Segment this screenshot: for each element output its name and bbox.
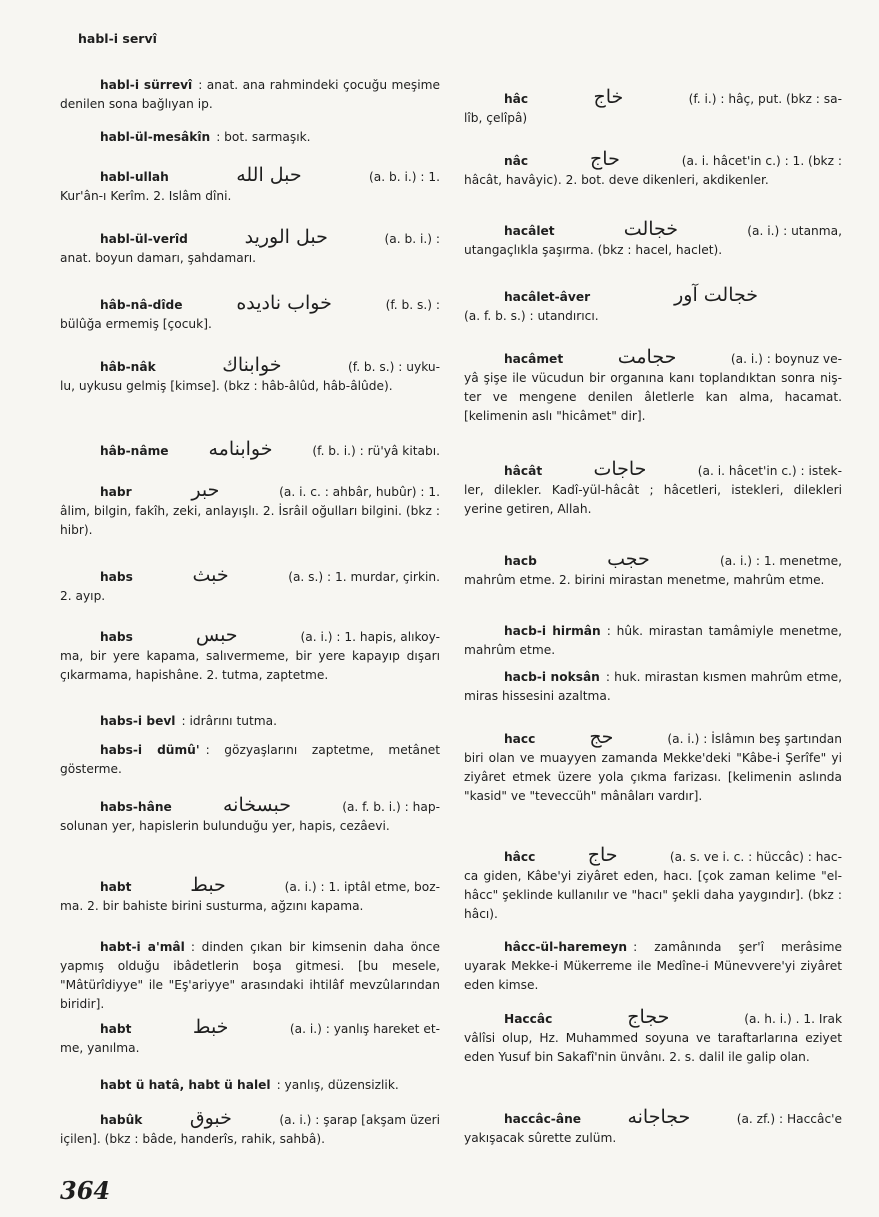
- entry-headword: hacb-i hirmân: [504, 624, 601, 638]
- entry-definition: : dinden çıkan bir kimsenin daha önce yapmış olduğu ibâdetlerin boşa gitmesi. [bu mesele, "Mâtürîdiyye" ile "Eş'ariyye" arasındaki ihtilâf mevzûlarından biridir].: [60, 940, 440, 1011]
- entry-arabic-script: خجالت: [623, 218, 679, 240]
- dictionary-entry: [60, 1076, 440, 1095]
- entry-headword: hacb: [504, 554, 537, 568]
- entry-definition: âlim, bilgin, fakîh, zeki, anlayışlı. 2. İsrâil oğulları bilgini. (bkz : hibr).: [60, 504, 440, 537]
- entry-arabic-script: حبسخانه: [223, 794, 291, 816]
- running-head: habl-i servî: [78, 31, 157, 46]
- entry-definition: yâ şişe ile vücudun bir organına kanı toplandıktan sonra nişter ve mengene denilen âletlerle kan alma, hacamat. [kelimenin aslı "hicâmet" dir].: [464, 371, 842, 423]
- entry-headword: habûk: [100, 1113, 143, 1127]
- entry-arabic-script: حبس: [195, 624, 238, 646]
- dictionary-entry: [60, 76, 440, 114]
- entry-definition: : gözyaşlarını zaptetme, metânet gösterme.: [60, 743, 440, 776]
- entry-definition: lîb, çelîpâ): [464, 111, 528, 125]
- dictionary-entry: [464, 88, 842, 128]
- dictionary-entry: [464, 728, 842, 806]
- dictionary-entry: [60, 294, 440, 334]
- entry-headword: hacc: [504, 732, 536, 746]
- entry-grammar: (f. b. i.) : rü'yâ kitabı.: [312, 444, 440, 458]
- entry-arabic-script: حجامت: [617, 346, 677, 368]
- entry-grammar: (a. s. ve i. c. : hüccâc) : hac-: [669, 850, 842, 864]
- dictionary-entry: [464, 460, 842, 519]
- entry-definition: Kur'ân-ı Kerîm. 2. Islâm dîni.: [60, 189, 232, 203]
- entry-headword: habr: [100, 485, 132, 499]
- entry-headword: habl-ullah: [100, 170, 169, 184]
- entry-grammar: (a. f. b. i.) : hap-: [342, 800, 440, 814]
- entry-arabic-script: حجاج: [627, 1006, 670, 1028]
- entry-arabic-script: خبث: [192, 564, 229, 586]
- dictionary-entry: [60, 1018, 440, 1058]
- dictionary-entry: [464, 938, 842, 995]
- entry-headword: habs-i dümû': [100, 743, 200, 757]
- dictionary-entry: [60, 356, 440, 396]
- entry-definition: yakışacak sûrette zulüm.: [464, 1131, 617, 1145]
- dictionary-entry: [464, 220, 842, 260]
- entry-definition: 2. ayıp.: [60, 589, 106, 603]
- entry-arabic-script: حاج: [590, 148, 620, 170]
- entry-definition: (a. f. b. s.) : utandırıcı.: [464, 309, 599, 323]
- entry-headword: hacâmet: [504, 352, 564, 366]
- page-number: 364: [60, 1176, 111, 1205]
- entry-grammar: (f. b. s.) :: [385, 298, 440, 312]
- entry-grammar: (a. b. i.) :: [384, 232, 440, 246]
- entry-arabic-script: خاج: [593, 86, 624, 108]
- entry-headword: habt: [100, 880, 132, 894]
- entry-headword: hacâlet-âver: [504, 290, 591, 304]
- entry-headword: hâcc-ül-haremeyn: [504, 940, 628, 954]
- entry-arabic-script: حج: [589, 726, 614, 748]
- entry-definition: : hûk. mirastan tamâmiyle menetme, mahrûm etme.: [464, 624, 842, 657]
- dictionary-entry: [464, 348, 842, 426]
- entry-headword: habt: [100, 1022, 132, 1036]
- entry-headword: habt-i a'mâl: [100, 940, 185, 954]
- entry-headword: hâcc: [504, 850, 536, 864]
- entry-definition: ma. 2. bir bahiste birini susturma, ağzını kapama.: [60, 899, 364, 913]
- entry-arabic-script: خبط: [192, 1016, 229, 1038]
- entry-headword: hâb-nâ-dîde: [100, 298, 183, 312]
- entry-grammar: (a. i.) : yanlış hareket et-: [289, 1022, 440, 1036]
- dictionary-entry: [464, 1108, 842, 1148]
- entry-headword: hacâlet: [504, 224, 555, 238]
- entry-definition: ma, bir yere kapama, salıvermeme, bir yere kapayıp dışarı çıkarmama, hapishâne. 2. tutma, zaptetme.: [60, 649, 440, 682]
- entry-headword: habl-i sürrevî: [100, 78, 193, 92]
- dictionary-entry: [464, 1008, 842, 1067]
- dictionary-entry: [464, 286, 842, 326]
- dictionary-entry: [60, 938, 440, 1014]
- entry-headword: hâb-nâk: [100, 360, 156, 374]
- entry-definition: ler, dilekler. Kadî-yül-hâcât ; hâcetleri, istekleri, dilekleri yerine getiren, Allah.: [464, 483, 842, 516]
- entry-grammar: (a. i.) : şarap [akşam üzeri: [279, 1113, 440, 1127]
- entry-headword: habl-ül-mesâkîn: [100, 130, 211, 144]
- entry-arabic-script: حبر: [191, 479, 220, 501]
- entry-headword: habs-hâne: [100, 800, 172, 814]
- dictionary-entry: [60, 228, 440, 268]
- entry-grammar: (a. i.) : boynuz ve-: [730, 352, 842, 366]
- entry-arabic-script: حبل الوريد: [244, 226, 328, 248]
- entry-headword: habs-i bevl: [100, 714, 176, 728]
- entry-definition: ca giden, Kâbe'yi ziyâret eden, hacı. [çok zaman kelime "el-hâcc" şeklinde kullanılır ve "hacı" şekli daha yaygındır]. (bkz : hâcı).: [464, 869, 842, 921]
- dictionary-entry: [60, 481, 440, 540]
- dictionary-entry: [464, 550, 842, 590]
- entry-headword: haccâc-âne: [504, 1112, 582, 1126]
- entry-definition: anat. boyun damarı, şahdamarı.: [60, 251, 256, 265]
- entry-headword: habt ü hatâ, habt ü halel: [100, 1078, 271, 1092]
- dictionary-entry: [60, 626, 440, 685]
- entry-definition: bülûğa ermemiş [çocuk].: [60, 317, 212, 331]
- entry-grammar: (a. zf.) : Haccâc'e: [736, 1112, 842, 1126]
- entry-arabic-script: حبل الله: [236, 164, 302, 186]
- dictionary-entry: [464, 150, 842, 190]
- entry-headword: habs: [100, 570, 133, 584]
- entry-definition: mahrûm etme. 2. birini mirastan menetme, mahrûm etme.: [464, 573, 825, 587]
- entry-arabic-script: خجالت آور: [674, 284, 759, 306]
- entry-grammar: (a. i.) : İslâmın beş şartından: [667, 732, 842, 746]
- dictionary-entry: [464, 668, 842, 706]
- entry-grammar: (a. i. hâcet'in c.) : 1. (bkz :: [681, 154, 842, 168]
- entry-definition: : idrârını tutma.: [181, 714, 277, 728]
- entry-grammar: (a. b. i.) : 1.: [369, 170, 440, 184]
- entry-grammar: (a. i.) : utanma,: [747, 224, 842, 238]
- entry-arabic-script: حاجات: [593, 458, 647, 480]
- entry-grammar: (f. b. s.) : uyku-: [348, 360, 440, 374]
- dictionary-entry: [60, 1109, 440, 1149]
- entry-headword: Haccâc: [504, 1012, 553, 1026]
- dictionary-entry: [60, 566, 440, 606]
- entry-definition: : yanlış, düzensizlik.: [276, 1078, 399, 1092]
- entry-definition: içilen]. (bkz : bâde, handerîs, rahik, sahbâ).: [60, 1132, 325, 1146]
- dictionary-entry: [60, 440, 440, 461]
- entry-headword: hâc: [504, 92, 529, 106]
- entry-grammar: (a. s.) : 1. murdar, çirkin.: [288, 570, 440, 584]
- entry-definition: : anat. ana rahmindeki çocuğu meşime denilen sona bağlıyan ip.: [60, 78, 440, 111]
- entry-arabic-script: خوابنامه: [208, 438, 273, 460]
- entry-headword: hâb-nâme: [100, 444, 169, 458]
- entry-headword: habl-ül-verîd: [100, 232, 188, 246]
- entry-arabic-script: حبط: [190, 874, 226, 896]
- entry-definition: : bot. sarmaşık.: [216, 130, 311, 144]
- entry-definition: utangaçlıkla şaşırma. (bkz : hacel, haclet).: [464, 243, 723, 257]
- entry-headword: habs: [100, 630, 133, 644]
- entry-definition: : huk. mirastan kısmen mahrûm etme, miras hissesini azaltma.: [464, 670, 843, 703]
- entry-grammar: (a. i.) : 1. menetme,: [720, 554, 842, 568]
- entry-definition: hâcât, havâyic). 2. bot. deve dikenleri, akdikenler.: [464, 173, 769, 187]
- entry-arabic-script: حاج: [587, 844, 618, 866]
- entry-grammar: (a. i.) : 1. hapis, alıkoy-: [300, 630, 440, 644]
- entry-grammar: (a. i. c. : ahbâr, hubûr) : 1.: [279, 485, 440, 499]
- dictionary-entry: [464, 846, 842, 924]
- entry-arabic-script: حجاجانه: [627, 1106, 691, 1128]
- entry-definition: vâlîsi olup, Hz. Muhammed soyuna ve taraftarlarına eziyet eden Yusuf bin Sakafî'nin ünvânı. 2. s. dalil ile galip olan.: [464, 1031, 842, 1064]
- entry-grammar: (a. i.) : 1. iptâl etme, boz-: [284, 880, 440, 894]
- entry-definition: : zamânında şer'î merâsime uyarak Mekke-i Mükerreme ile Medîne-i Münevvere'yi ziyâret eden kimse.: [464, 940, 842, 992]
- dictionary-entry: [60, 741, 440, 779]
- dictionary-entry: [60, 712, 440, 731]
- dictionary-entry: [60, 128, 440, 147]
- entry-headword: hâcât: [504, 464, 543, 478]
- dictionary-entry: [60, 876, 440, 916]
- dictionary-entry: [60, 796, 440, 836]
- entry-arabic-script: حجب: [607, 548, 650, 570]
- entry-grammar: (f. i.) : hâç, put. (bkz : sa-: [688, 92, 842, 106]
- entry-definition: me, yanılma.: [60, 1041, 140, 1055]
- dictionary-entry: [60, 166, 440, 206]
- entry-definition: biri olan ve muayyen zamanda Mekke'deki "Kâbe-i Şerîfe" yi ziyâret etmek üzere yola çıkma farizası. [kelimenin aslında "kasid" ve "teveccüh" mânâları vardır].: [464, 751, 842, 803]
- entry-headword: nâc: [504, 154, 529, 168]
- entry-grammar: (a. h. i.) . 1. Irak: [744, 1012, 842, 1026]
- entry-arabic-script: خواب ناديده: [236, 292, 332, 314]
- entry-headword: hacb-i noksân: [504, 670, 600, 684]
- entry-grammar: (a. i. hâcet'in c.) : istek-: [697, 464, 842, 478]
- entry-arabic-script: خوابناك: [222, 354, 282, 376]
- dictionary-entry: [464, 622, 842, 660]
- entry-definition: solunan yer, hapislerin bulunduğu yer, hapis, cezâevi.: [60, 819, 390, 833]
- entry-definition: lu, uykusu gelmiş [kimse]. (bkz : hâb-âlûd, hâb-âlûde).: [60, 379, 393, 393]
- entry-arabic-script: خبوق: [189, 1107, 232, 1129]
